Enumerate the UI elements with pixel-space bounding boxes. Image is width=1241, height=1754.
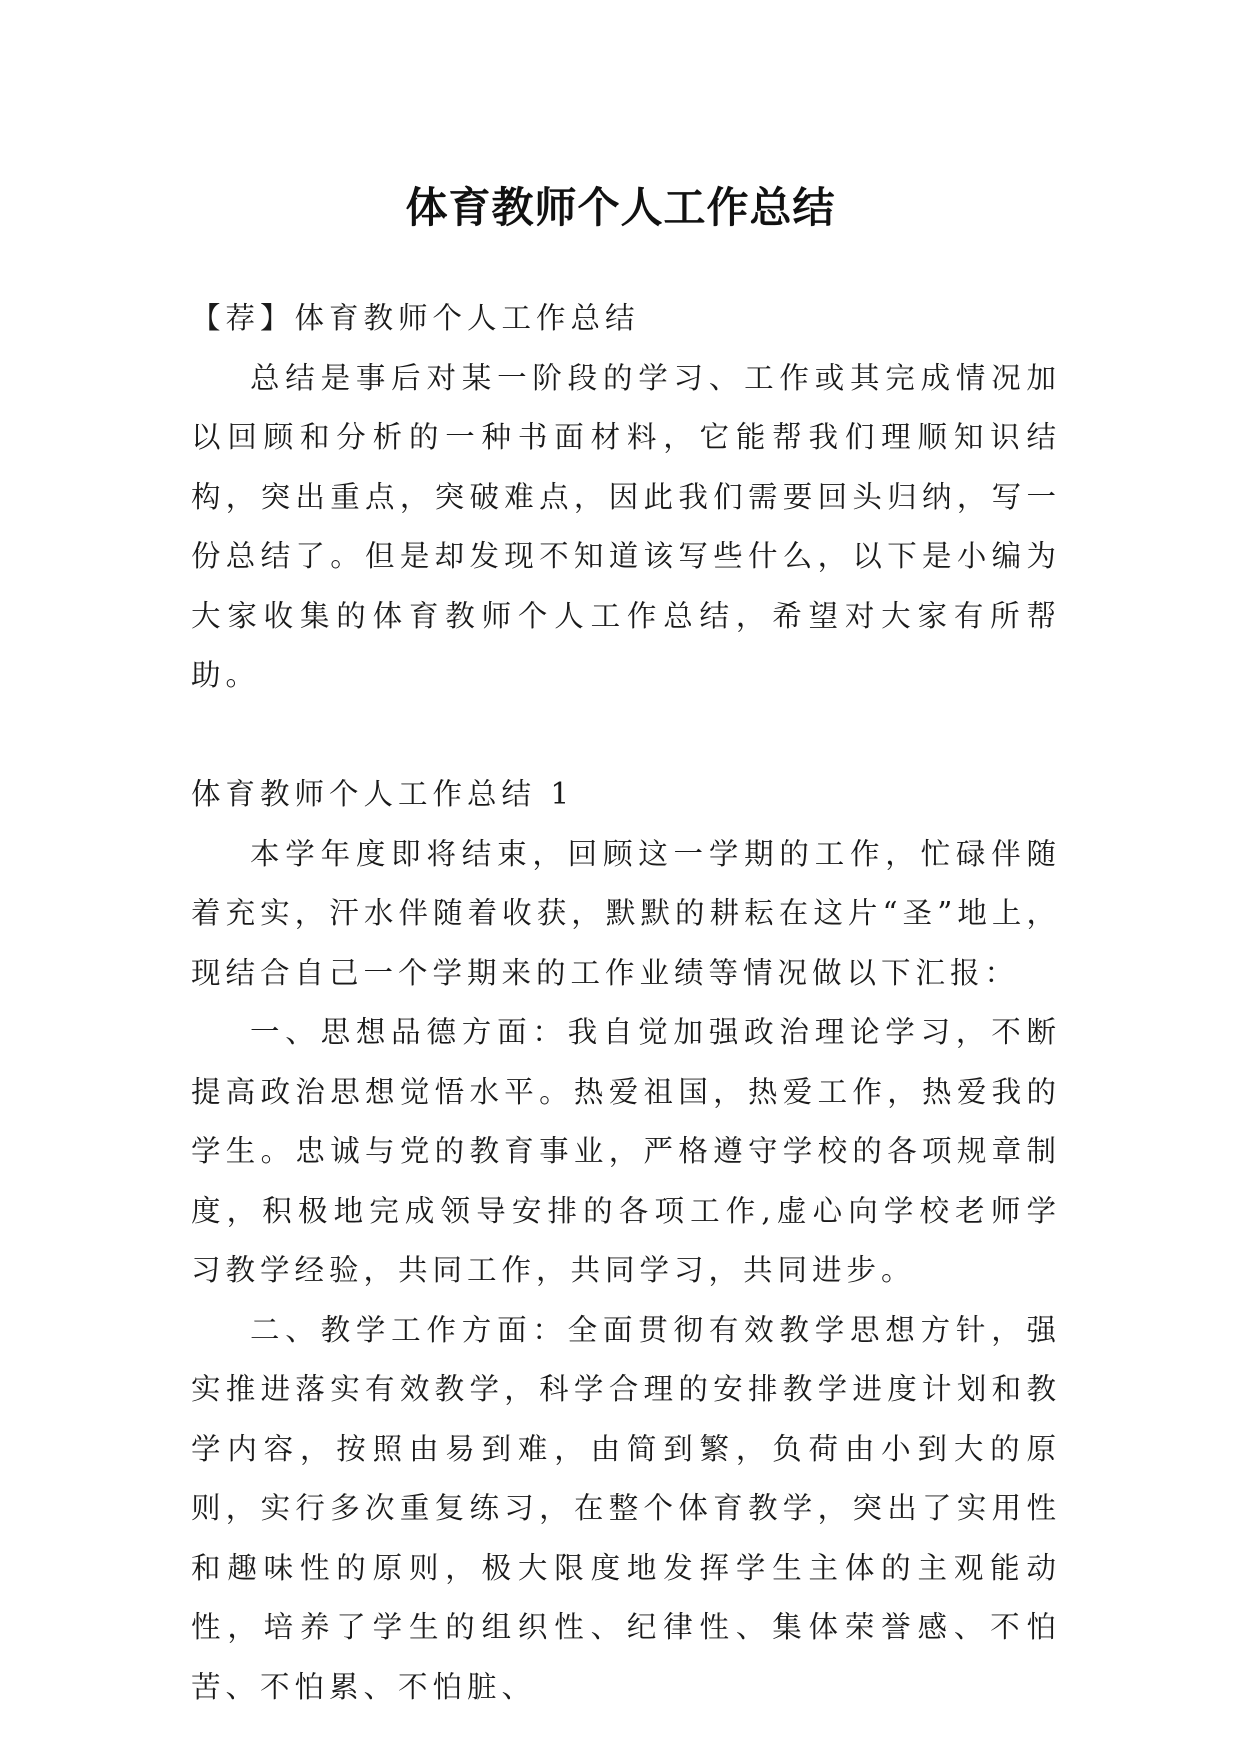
intro-paragraph: 总结是事后对某一阶段的学习、工作或其完成情况加以回顾和分析的一种书面材料，它能帮我们理顺知识结构，突出重点，突破难点，因此我们需要回头归纳，写一份总结了。但是却发现不知道该写些什么，以下是小编为大家收集的体育教师个人工作总结，希望对大家有所帮助。	[191, 360, 1061, 692]
body-paragraph-3: 二、教学工作方面：全面贯彻有效教学思想方针，强实推进落实有效教学，科学合理的安排教学进度计划和教学内容，按照由易到难，由简到繁，负荷由小到大的原则，实行多次重复练习，在整个体育教学，突出了实用性和趣味性的原则，极大限度地发挥学生主体的主观能动性，培养了学生的组织性、纪律性、集体荣誉感、不怕苦、不怕累、不怕脏、	[191, 1312, 1061, 1704]
section-heading: 体育教师个人工作总结 1	[191, 777, 575, 811]
body-paragraph-1: 本学年度即将结束，回顾这一学期的工作，忙碌伴随着充实，汗水伴随着收获，默默的耕耘在这片“圣”地上，现结合自己一个学期来的工作业绩等情况做以下汇报：	[191, 836, 1061, 990]
body-paragraph-2: 一、思想品德方面：我自觉加强政治理论学习，不断提高政治思想觉悟水平。热爱祖国，热爱工作，热爱我的学生。忠诚与党的教育事业，严格遵守学校的各项规章制度，积极地完成领导安排的各项工作,虚心向学校老师学习教学经验，共同工作，共同学习，共同进步。	[191, 1015, 1061, 1287]
recommend-line: 【荐】体育教师个人工作总结	[191, 301, 640, 335]
document-title: 体育教师个人工作总结	[405, 183, 836, 233]
paragraph-gap	[191, 706, 1061, 766]
document-body	[191, 289, 1061, 1717]
